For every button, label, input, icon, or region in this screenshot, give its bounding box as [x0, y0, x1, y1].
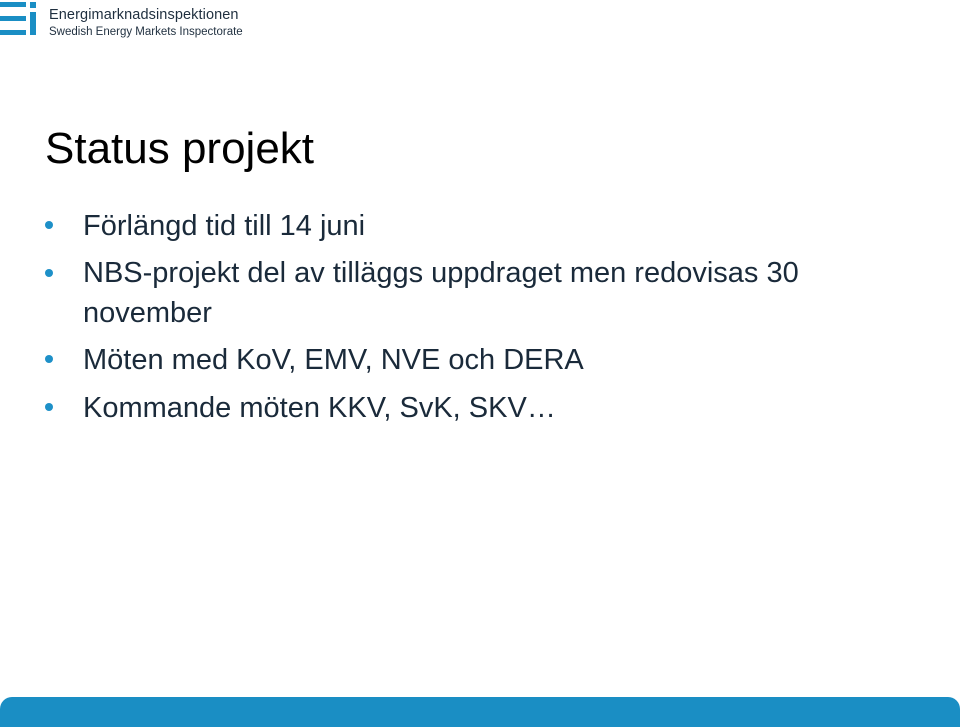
bullet-item: [45, 253, 925, 333]
bullet-text: Möten med KoV, EMV, NVE och DERA: [83, 344, 584, 376]
bullet-text: NBS-projekt del av tilläggs uppdraget men redovisas 30 november: [83, 257, 799, 329]
bullet-dot-icon: [45, 269, 53, 277]
logo-tagline: Swedish Energy Markets Inspectorate: [49, 26, 243, 38]
bullet-item: [45, 339, 925, 381]
bullet-dot-icon: [45, 403, 53, 411]
ei-logo-icon: [0, 0, 40, 38]
bullet-dot-icon: [45, 221, 53, 229]
footer-bar: [0, 697, 960, 727]
bullet-dot-icon: [45, 355, 53, 363]
bullet-text: Kommande möten KKV, SvK, SKV…: [83, 392, 556, 424]
bullet-list: [45, 205, 925, 435]
logo-text: [49, 7, 243, 39]
logo: [0, 0, 250, 42]
bullet-text: Förlängd tid till 14 juni: [83, 210, 366, 242]
logo-name: Energimarknadsinspektionen: [49, 7, 239, 23]
bullet-item: [45, 387, 925, 429]
slide-title: Status projekt: [45, 124, 315, 173]
bullet-item: [45, 205, 925, 247]
